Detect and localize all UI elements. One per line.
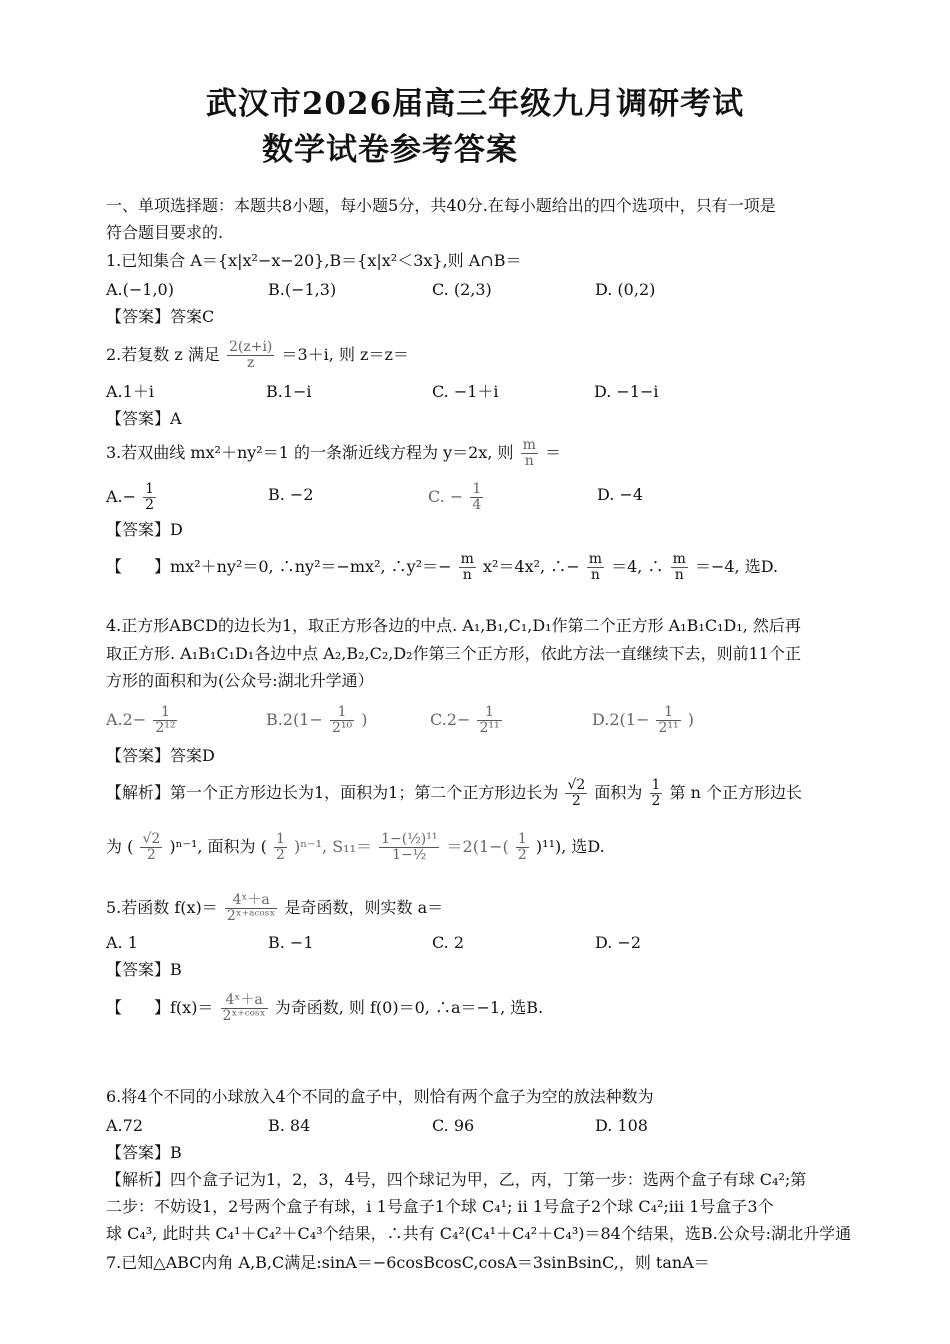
question-2-answer: 【答案】A bbox=[106, 409, 182, 428]
question-4-analysis-b-f3-num: 1−(½)¹¹ bbox=[381, 831, 438, 847]
question-4-analysis-a-f1-num: √2 bbox=[567, 777, 586, 793]
question-3-analysis-mid-2: ＝4, ∴ bbox=[611, 557, 664, 576]
question-3-analysis-f2-den: n bbox=[590, 567, 600, 583]
question-6-stem: 6.将4个不同的小球放入4个不同的盒子中，则恰有两个盒子为空的放法种数为 bbox=[106, 1087, 654, 1106]
question-4-option-b-pre: B.2(1− bbox=[266, 710, 323, 729]
question-5-answer: 【答案】B bbox=[106, 960, 182, 979]
question-4-analysis-a-f2-den: 2 bbox=[651, 793, 661, 809]
question-1-stem: 1.已知集合 A＝{x|x²−x−20},B＝{x|x²＜3x},则 A∩B＝ bbox=[106, 251, 522, 270]
question-4-analysis-b-post: )¹¹), 选D. bbox=[535, 837, 605, 856]
question-3-analysis-f3-num: m bbox=[672, 551, 686, 567]
question-5-option-b: B. −1 bbox=[268, 933, 314, 952]
question-4-stem-line-2: 取正方形. A₁B₁C₁D₁各边中点 A₂,B₂,C₂,D₂作第三个正方形，依此方法一直继续下去，则前11个正 bbox=[106, 644, 801, 663]
question-3-option-a-num: 1 bbox=[145, 481, 155, 497]
question-5-stem-pre: 5.若函数 f(x)＝ bbox=[106, 898, 218, 917]
question-4-analysis-a-mid: 面积为 bbox=[594, 783, 643, 802]
question-4-analysis-a-fraction-1 bbox=[565, 778, 587, 809]
question-4-analysis-a-f1-den: 2 bbox=[571, 793, 581, 809]
question-6-analysis-line-2: 二步：不妨设1，2号两个盒子有球，i 1号盒子1个球 C₄¹; ii 1号盒子2个球 C₄²;iii 1号盒子3个 bbox=[106, 1197, 774, 1216]
question-3-fraction-den: n bbox=[524, 453, 534, 469]
question-2-fraction bbox=[227, 340, 274, 371]
question-4-analysis-b-mid-1: )ⁿ⁻¹, 面积为 ( bbox=[169, 837, 267, 856]
question-4-option-c-den: 2¹¹ bbox=[479, 720, 500, 736]
question-3-analysis-mid-1: x²＝4x², ∴− bbox=[483, 557, 580, 576]
question-3-option-c-den: 4 bbox=[472, 497, 482, 513]
question-4-analysis-b-pre: 为 ( bbox=[106, 837, 134, 856]
question-6-option-c: C. 96 bbox=[432, 1116, 475, 1135]
question-4-analysis-a-pre: 【解析】第一个正方形边长为1，面积为1；第二个正方形边长为 bbox=[106, 783, 559, 802]
question-4-stem-line-1: 4.正方形ABCD的边长为1，取正方形各边的中点. A₁,B₁,C₁,D₁作第二个正方形 A₁B₁C₁D₁, 然后再 bbox=[106, 616, 801, 635]
question-2-fraction-num: 2(z+i) bbox=[228, 339, 273, 355]
question-1-option-c: C. (2,3) bbox=[432, 280, 492, 299]
question-3-analysis-f2-num: m bbox=[588, 551, 603, 567]
question-6-option-d: D. 108 bbox=[595, 1116, 648, 1135]
question-4-option-c bbox=[430, 705, 504, 736]
question-2-stem-pre: 2.若复数 z 满足 bbox=[106, 345, 220, 364]
question-4-analysis-b-f3-den: 1−½ bbox=[392, 847, 427, 863]
question-4-option-d-num: 1 bbox=[656, 705, 680, 721]
question-3-stem bbox=[106, 438, 561, 469]
question-4-answer: 【答案】答案D bbox=[106, 746, 215, 765]
question-4-option-b-post: ) bbox=[361, 710, 368, 729]
question-3-stem-pre: 3.若双曲线 mx²＋ny²＝1 的一条渐近线方程为 y＝2x, 则 bbox=[106, 443, 514, 462]
question-4-analysis-b-f4-den: 2 bbox=[517, 847, 527, 863]
question-4-analysis-line-2 bbox=[106, 832, 605, 863]
question-4-option-d-post: ) bbox=[687, 710, 694, 729]
question-4-stem-line-3: 方形的面积和为(公众号:湖北升学通） bbox=[106, 671, 374, 690]
question-4-analysis-a-f2-num: 1 bbox=[651, 777, 661, 793]
section-intro-line-2: 符合题目要求的. bbox=[106, 223, 224, 242]
question-4-analysis-a-fraction-2 bbox=[650, 778, 663, 809]
page-subtitle: 数学试卷参考答案 bbox=[262, 132, 518, 168]
question-3-analysis-fraction-2 bbox=[587, 552, 604, 583]
question-4-analysis-b-fraction-2 bbox=[274, 832, 287, 863]
question-5-stem-post: 是奇函数，则实数 a＝ bbox=[284, 898, 444, 917]
question-4-analysis-b-mid-2: )ⁿ⁻¹, S₁₁＝ bbox=[294, 837, 372, 856]
question-5-analysis-num: 4ˣ＋a bbox=[221, 993, 268, 1009]
question-4-option-a-num: 1 bbox=[153, 705, 177, 721]
question-3-fraction bbox=[521, 438, 538, 469]
question-3-answer: 【答案】D bbox=[106, 520, 183, 539]
question-3-option-b: B. −2 bbox=[268, 485, 314, 504]
question-5-option-c: C. 2 bbox=[432, 933, 465, 952]
question-4-analysis-line-1 bbox=[106, 778, 802, 809]
question-1-option-b: B.(−1,3) bbox=[268, 280, 337, 299]
question-2-option-b: B.1−i bbox=[266, 382, 312, 401]
question-6-analysis-line-3: 球 C₄³, 此时共 C₄¹＋C₄²＋C₄³个结果，∴共有 C₄²(C₄¹＋C₄²＋C₄³)＝84个结果，选B.公众号:湖北升学通 bbox=[106, 1224, 852, 1243]
question-3-analysis-fraction-3 bbox=[671, 552, 688, 583]
question-6-option-a: A.72 bbox=[106, 1116, 143, 1135]
question-4-option-d-den: 2¹¹ bbox=[658, 720, 679, 736]
question-2-option-a: A.1＋i bbox=[106, 382, 154, 401]
question-4-option-c-num: 1 bbox=[477, 705, 501, 721]
question-5-analysis-pre: 【 】f(x)＝ bbox=[106, 998, 214, 1017]
question-2-option-d: D. −1−i bbox=[594, 382, 659, 401]
question-4-analysis-b-mid-3: ＝2(1−( bbox=[446, 837, 509, 856]
question-3-option-c-num: 1 bbox=[472, 481, 482, 497]
question-3-stem-post: ＝ bbox=[544, 443, 561, 462]
question-2-stem bbox=[106, 340, 409, 371]
question-4-option-d-fraction bbox=[656, 705, 680, 736]
question-4-analysis-b-f2-den: 2 bbox=[275, 847, 285, 863]
question-4-analysis-b-f4-num: 1 bbox=[517, 831, 527, 847]
question-4-analysis-b-fraction-3 bbox=[379, 832, 439, 863]
question-5-option-a: A. 1 bbox=[106, 933, 138, 952]
question-4-option-a-den: 2¹² bbox=[155, 720, 176, 736]
question-6-option-b: B. 84 bbox=[268, 1116, 311, 1135]
question-4-option-d bbox=[592, 705, 694, 736]
question-6-analysis-line-1: 【解析】四个盒子记为1，2，3，4号，四个球记为甲，乙，丙，丁第一步：选两个盒子有球 C₄²;第 bbox=[106, 1170, 807, 1189]
question-4-analysis-b-f1-num: √2 bbox=[142, 831, 161, 847]
question-3-option-a-den: 2 bbox=[145, 497, 155, 513]
question-3-option-a-pre: A.− bbox=[106, 487, 137, 506]
question-2-stem-post: ＝3＋i, 则 z＝z＝ bbox=[281, 345, 409, 364]
question-1-option-d: D. (0,2) bbox=[595, 280, 656, 299]
question-5-fraction-num: 4ˣ＋a bbox=[225, 893, 278, 909]
question-3-analysis-fraction-1 bbox=[459, 552, 476, 583]
question-5-analysis-den: 2ˣ⁺ᶜᵒˢˣ bbox=[222, 1008, 266, 1024]
question-4-option-b-num: 1 bbox=[330, 705, 354, 721]
question-5-analysis-fraction bbox=[221, 993, 268, 1024]
question-3-analysis-post: ＝−4, 选D. bbox=[694, 557, 779, 576]
question-3-option-c bbox=[428, 482, 485, 513]
question-4-analysis-b-fraction-1 bbox=[140, 832, 162, 863]
question-4-option-b-fraction bbox=[330, 705, 354, 736]
question-5-analysis bbox=[106, 993, 543, 1024]
question-3-option-a bbox=[106, 482, 158, 513]
question-4-analysis-b-f1-den: 2 bbox=[146, 847, 156, 863]
question-6-answer: 【答案】B bbox=[106, 1143, 182, 1162]
question-3-analysis-f1-num: m bbox=[460, 551, 474, 567]
question-4-option-a bbox=[106, 705, 179, 736]
section-intro-line-1: 一、单项选择题：本题共8小题，每小题5分，共40分.在每小题给出的四个选项中，只有一项是 bbox=[106, 196, 776, 215]
question-4-option-b-den: 2¹⁰ bbox=[331, 720, 353, 736]
question-3-option-c-fraction bbox=[470, 482, 483, 513]
question-5-fraction bbox=[225, 893, 278, 924]
question-3-analysis-pre: 【 】mx²＋ny²＝0, ∴ny²＝−mx², ∴y²＝− bbox=[106, 557, 452, 576]
question-5-stem bbox=[106, 893, 443, 924]
question-5-analysis-post: 为奇函数, 则 f(0)＝0, ∴a＝−1, 选B. bbox=[274, 998, 544, 1017]
question-3-analysis-f1-den: n bbox=[462, 567, 472, 583]
page-title: 武汉市2026届高三年级九月调研考试 bbox=[205, 86, 745, 122]
question-3-analysis-f3-den: n bbox=[674, 567, 684, 583]
question-5-fraction-den: 2ˣ⁺ᵃᶜᵒˢˣ bbox=[226, 908, 276, 924]
question-1-option-a: A.(−1,0) bbox=[106, 280, 174, 299]
question-4-option-c-pre: C.2− bbox=[430, 710, 471, 729]
question-1-answer: 【答案】答案C bbox=[106, 307, 215, 326]
question-2-option-c: C. −1＋i bbox=[432, 382, 499, 401]
question-3-option-d: D. −4 bbox=[597, 485, 644, 504]
question-3-fraction-num: m bbox=[522, 437, 536, 453]
question-4-option-c-fraction bbox=[477, 705, 501, 736]
question-2-fraction-den: z bbox=[246, 355, 255, 371]
question-4-analysis-b-fraction-4 bbox=[516, 832, 529, 863]
question-7-stem: 7.已知△ABC内角 A,B,C满足:sinA＝−6cosBcosC,cosA＝3sinBsinC,，则 tanA＝ bbox=[106, 1253, 710, 1272]
question-4-option-b bbox=[266, 705, 367, 736]
question-3-option-a-fraction bbox=[143, 482, 156, 513]
question-4-analysis-a-post: 第 n 个正方形边长 bbox=[669, 783, 802, 802]
question-5-option-d: D. −2 bbox=[595, 933, 642, 952]
question-3-analysis bbox=[106, 552, 778, 583]
question-3-option-c-pre: C. − bbox=[428, 487, 464, 506]
question-4-option-d-pre: D.2(1− bbox=[592, 710, 650, 729]
question-4-analysis-b-f2-num: 1 bbox=[275, 831, 285, 847]
question-4-option-a-pre: A.2− bbox=[106, 710, 147, 729]
question-4-option-a-fraction bbox=[153, 705, 177, 736]
